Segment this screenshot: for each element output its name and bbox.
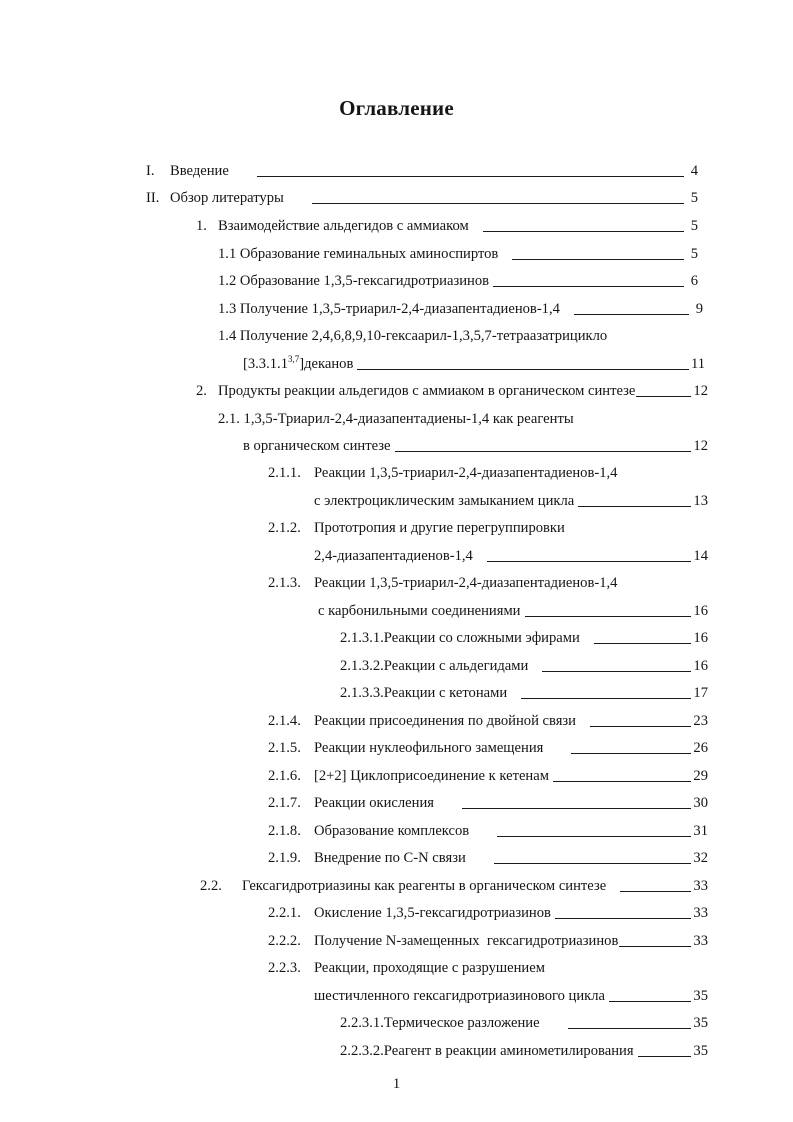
toc-text: [2+2] Циклоприсоединение к кетенам (314, 768, 549, 784)
toc-entry-1-2 (218, 270, 698, 292)
dot-leader (542, 671, 691, 672)
toc-entry-2-2-3-2 (340, 1040, 708, 1062)
toc-text: 2.1.3.3.Реакции с кетонами (340, 685, 508, 701)
dot-leader (494, 863, 692, 864)
toc-page: 17 (693, 685, 708, 701)
toc-entry-2 (196, 380, 708, 402)
toc-number: 2.2.1. (268, 905, 301, 921)
dot-leader (525, 616, 692, 617)
toc-entry-2-1-5 (268, 737, 708, 759)
toc-page: 26 (693, 740, 708, 756)
toc-entry-2-1: 2.1. 1,3,5-Триарил-2,4-диазапентадиены-1,4 как реагенты (218, 411, 574, 427)
dot-leader (578, 506, 691, 507)
toc-page: 11 (690, 356, 705, 372)
dot-leader (555, 918, 691, 919)
toc-page: 29 (693, 768, 708, 784)
toc-text: Гексагидротриазины как реагенты в органическом синтезе (242, 878, 607, 894)
dot-leader (568, 1028, 692, 1029)
toc-entry-1 (196, 215, 698, 237)
toc-page: 33 (693, 905, 708, 921)
toc-number: 2.1.7. (268, 795, 301, 811)
toc-entry-2-1-3 (268, 572, 708, 594)
toc-text: Взаимодействие альдегидов с аммиаком (218, 218, 469, 234)
page-number: 1 (392, 1076, 401, 1092)
toc-page: 12 (693, 438, 708, 454)
toc-page: 35 (693, 1043, 708, 1059)
toc-entry-2-2-3-1 (340, 1012, 708, 1034)
toc-entry-2-1-3-cont (318, 600, 708, 622)
toc-text: Реакции окисления (314, 795, 434, 811)
dot-leader (487, 561, 692, 562)
toc-number: 2.2.3. (268, 960, 301, 976)
toc-entry-2-2-1 (268, 902, 708, 924)
toc-entry-2-1-3-3 (340, 682, 708, 704)
dot-leader (609, 1001, 691, 1002)
toc-text (243, 353, 353, 375)
toc-entry-2-1-9 (268, 847, 708, 869)
dot-leader (619, 946, 691, 947)
toc-number: 2.1.4. (268, 713, 301, 729)
toc-number: 2.1.1. (268, 465, 301, 481)
toc-text: Внедрение по C-N связи (314, 850, 466, 866)
toc-text-sup: 3,7 (288, 354, 300, 365)
toc-page: 13 (693, 493, 708, 509)
dot-leader (312, 203, 684, 204)
toc-page: 32 (693, 850, 708, 866)
dot-leader (395, 451, 692, 452)
toc-entry-literature-review (146, 187, 698, 209)
toc-text: шестичленного гексагидротриазинового цикла (314, 988, 606, 1004)
toc-page: 16 (693, 630, 708, 646)
toc-number: 2.1.2. (268, 520, 301, 536)
toc-text: Реакции 1,3,5-триарил-2,4-диазапентадиенов-1,4 (314, 465, 618, 481)
toc-page: 5 (690, 246, 698, 262)
toc-number: 2.1.6. (268, 768, 301, 784)
toc-number: 2.1.3. (268, 575, 301, 591)
toc-text: с карбонильными соединениями (318, 603, 521, 619)
toc-entry-2-1-1-cont (314, 490, 708, 512)
toc-page: 16 (693, 658, 708, 674)
toc-number: 1. (196, 218, 207, 234)
toc-page: 4 (690, 163, 698, 179)
toc-number: 2.1.9. (268, 850, 301, 866)
dot-leader (493, 286, 684, 287)
toc-text: 1.2 Образование 1,3,5-гексагидротриазинов (218, 273, 490, 289)
dot-leader (594, 643, 692, 644)
toc-entry-2-2-2 (268, 930, 708, 952)
toc-text: 2.1.3.2.Реакции с альдегидами (340, 658, 529, 674)
toc-entry-2-1-2 (268, 517, 708, 539)
dot-leader (483, 231, 684, 232)
toc-entry-1-4: 1.4 Получение 2,4,6,8,9,10-гексаарил-1,3,5,7-тетраазатрицикло (218, 328, 608, 344)
toc-page: 9 (695, 301, 703, 317)
toc-entry-2-1-7 (268, 792, 708, 814)
toc-text: 2.2.3.2.Реагент в реакции аминометилирования (340, 1043, 634, 1059)
toc-entry-2-1-1 (268, 462, 708, 484)
toc-text: Реакции присоединения по двойной связи (314, 713, 576, 729)
toc-page: 5 (690, 190, 698, 206)
toc-number: 2. (196, 383, 207, 399)
dot-leader (497, 836, 691, 837)
toc-page: 23 (693, 713, 708, 729)
toc-text: Продукты реакции альдегидов с аммиаком в органическом синтезе (218, 383, 636, 399)
dot-leader (462, 808, 691, 809)
dot-leader (638, 1056, 692, 1057)
toc-page: 33 (693, 878, 708, 894)
dot-leader (257, 176, 684, 177)
toc-number: 2.2.2. (268, 933, 301, 949)
toc-number: 2.1.8. (268, 823, 301, 839)
dot-leader (553, 781, 691, 782)
toc-entry-2-1-6 (268, 765, 708, 787)
dot-leader (512, 259, 684, 260)
toc-text-post: ]деканов (299, 356, 354, 372)
toc-entry-2-2-3-cont (314, 985, 708, 1007)
toc-page: 12 (693, 383, 708, 399)
toc-text-pre: [3.3.1.1 (243, 356, 288, 372)
toc-page: 30 (693, 795, 708, 811)
toc-page: 6 (690, 273, 698, 289)
toc-page: 35 (693, 988, 708, 1004)
dot-leader (521, 698, 691, 699)
toc-number: 2.1.5. (268, 740, 301, 756)
toc-page: 35 (693, 1015, 708, 1031)
page-title: Оглавление (339, 96, 454, 120)
toc-number: II. (146, 190, 160, 206)
toc-entry-2-1-4 (268, 710, 708, 732)
toc-text: 2,4-диазапентадиенов-1,4 (314, 548, 473, 564)
toc-text: 2.2.3.1.Термическое разложение (340, 1015, 540, 1031)
toc-entry-1-1 (218, 243, 698, 265)
dot-leader (620, 891, 691, 892)
dot-leader (636, 396, 691, 397)
toc-text: 1.1 Образование геминальных аминоспиртов (218, 246, 499, 262)
toc-number: 2.2. (200, 878, 222, 894)
toc-text: в органическом синтезе (243, 438, 391, 454)
toc-entry-2-1-3-2 (340, 655, 708, 677)
dot-leader (571, 753, 691, 754)
dot-leader (357, 369, 689, 370)
toc-text: Реакции нуклеофильного замещения (314, 740, 544, 756)
toc-entry-1-3 (218, 298, 703, 320)
toc-text: 1.3 Получение 1,3,5-триарил-2,4-диазапентадиенов-1,4 (218, 301, 560, 317)
toc-text: Получение N-замещенных гексагидротриазинов (314, 933, 619, 949)
toc-page: 31 (693, 823, 708, 839)
toc-text: Введение (170, 163, 229, 179)
toc-page: 5 (690, 218, 698, 234)
dot-leader (574, 314, 689, 315)
toc-entry-2-1-cont (243, 435, 708, 457)
toc-entry-introduction (146, 160, 698, 182)
toc-entry-2-2 (200, 875, 708, 897)
toc-page: 14 (693, 548, 708, 564)
toc-text: Реакции, проходящие с разрушением (314, 960, 545, 976)
toc-entry-1-4-cont (243, 353, 705, 375)
toc-text: 2.1.3.1.Реакции со сложными эфирами (340, 630, 580, 646)
dot-leader (590, 726, 691, 727)
toc-entry-2-2-3 (268, 957, 708, 979)
toc-text: Обзор литературы (170, 190, 284, 206)
toc-entry-2-1-2-cont (314, 545, 708, 567)
toc-number: I. (146, 163, 155, 179)
toc-text: Окисление 1,3,5-гексагидротриазинов (314, 905, 551, 921)
toc-entry-2-1-8 (268, 820, 708, 842)
toc-entry-2-1-3-1 (340, 627, 708, 649)
toc-page: 33 (693, 933, 708, 949)
toc-text: Реакции 1,3,5-триарил-2,4-диазапентадиенов-1,4 (314, 575, 618, 591)
toc-text: с электроциклическим замыканием цикла (314, 493, 575, 509)
toc-page: 16 (693, 603, 708, 619)
toc-text: Образование комплексов (314, 823, 470, 839)
toc-text: Прототропия и другие перегруппировки (314, 520, 565, 536)
